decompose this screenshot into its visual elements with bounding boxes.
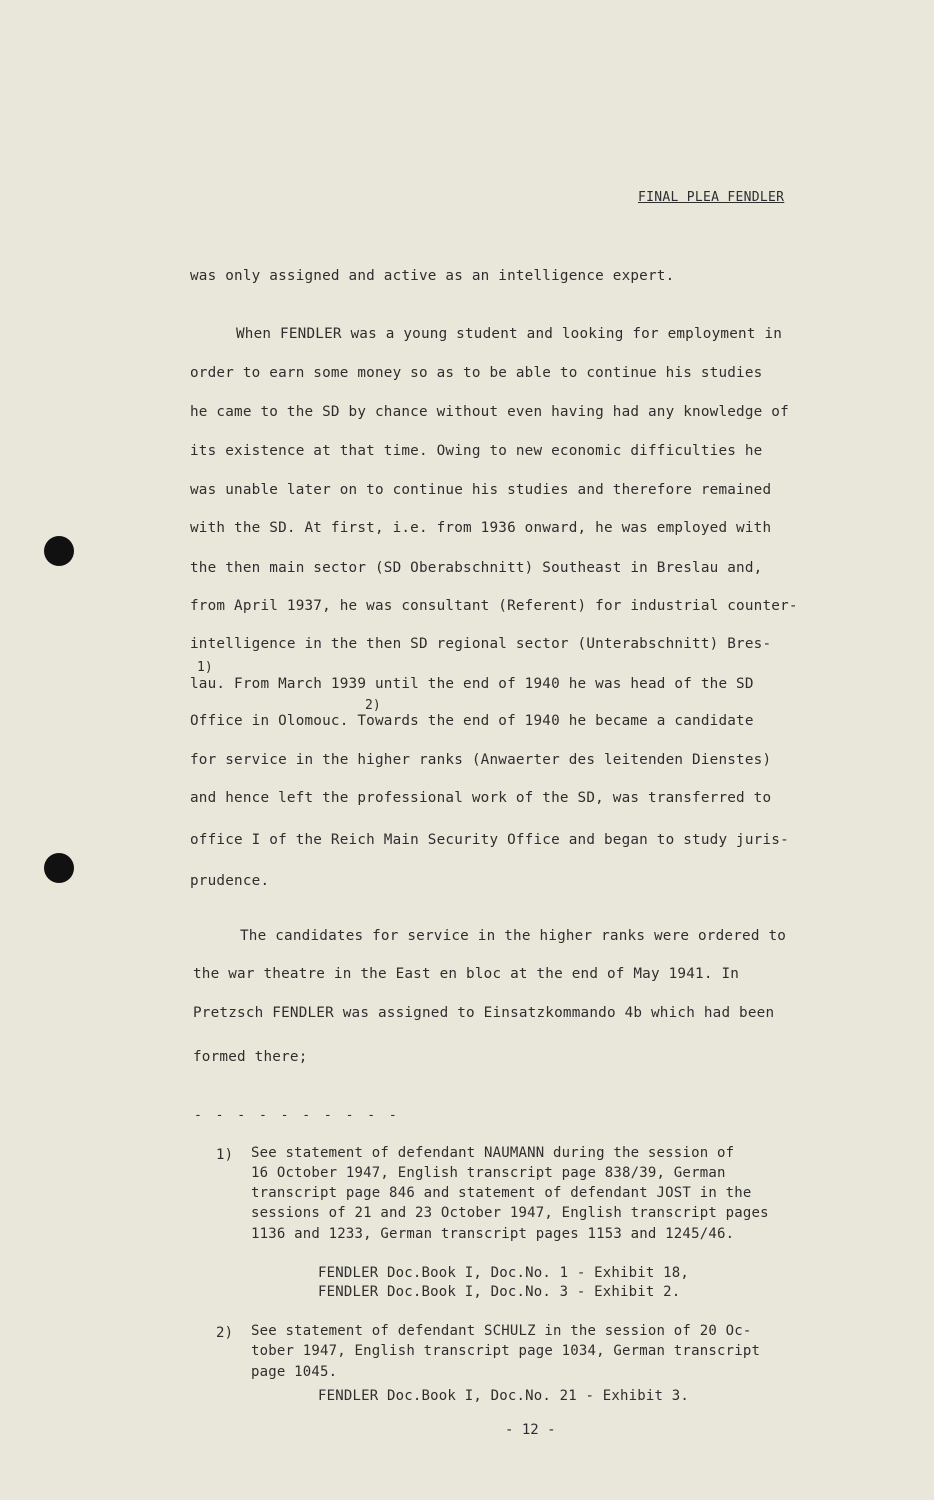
footnote-marker: 2): [365, 698, 381, 713]
body-line: from April 1937, he was consultant (Referent) for industrial counter-: [190, 598, 798, 614]
body-line: the then main sector (SD Oberabschnitt) Southeast in Breslau and,: [190, 560, 763, 576]
exhibit-reference: FENDLER Doc.Book I, Doc.No. 1 - Exhibit 18,: [318, 1265, 690, 1281]
body-line: order to earn some money so as to be able to continue his studies: [190, 365, 763, 381]
body-line: prudence.: [190, 873, 270, 889]
footnote-line: 16 October 1947, English transcript page 838/39, German: [251, 1165, 726, 1181]
body-line: was only assigned and active as an intelligence expert.: [190, 268, 675, 284]
body-line: Office in Olomouc. Towards the end of 1940 he became a candidate: [190, 713, 754, 729]
footnote-line: sessions of 21 and 23 October 1947, English transcript pages: [251, 1205, 769, 1221]
body-line: office I of the Reich Main Security Office and began to study juris-: [190, 832, 789, 848]
page-header: FINAL PLEA FENDLER: [638, 190, 785, 205]
body-line: lau. From March 1939 until the end of 1940 he was head of the SD: [190, 676, 754, 692]
punch-hole: [44, 536, 74, 566]
body-line: formed there;: [193, 1049, 308, 1065]
body-line: and hence left the professional work of the SD, was transferred to: [190, 790, 772, 806]
footnote-line: 1136 and 1233, German transcript pages 1153 and 1245/46.: [251, 1226, 735, 1242]
footnote-marker: 1): [197, 660, 213, 675]
body-line: he came to the SD by chance without even having had any knowledge of: [190, 404, 789, 420]
body-line: its existence at that time. Owing to new economic difficulties he: [190, 443, 763, 459]
body-line: The candidates for service in the higher ranks were ordered to: [240, 928, 787, 944]
footnote-line: See statement of defendant NAUMANN during the session of: [251, 1145, 735, 1161]
body-line: intelligence in the then SD regional sector (Unterabschnitt) Bres-: [190, 636, 772, 652]
footnote-line: tober 1947, English transcript page 1034, German transcript: [251, 1343, 761, 1359]
footnote-number: 2): [216, 1325, 234, 1341]
punch-hole: [44, 853, 74, 883]
footnote-number: 1): [216, 1147, 234, 1163]
footnote-line: page 1045.: [251, 1364, 338, 1380]
body-line: with the SD. At first, i.e. from 1936 onward, he was employed with: [190, 520, 772, 536]
exhibit-reference: FENDLER Doc.Book I, Doc.No. 21 - Exhibit 3.: [318, 1388, 690, 1404]
footnote-separator: - - - - - - - - - -: [194, 1108, 400, 1123]
body-line: When FENDLER was a young student and looking for employment in: [236, 326, 783, 342]
footnote-line: transcript page 846 and statement of defendant JOST in the: [251, 1185, 752, 1201]
body-line: was unable later on to continue his studies and therefore remained: [190, 482, 772, 498]
body-line: the war theatre in the East en bloc at the end of May 1941. In: [193, 966, 740, 982]
body-line: Pretzsch FENDLER was assigned to Einsatzkommando 4b which had been: [193, 1005, 775, 1021]
body-line: for service in the higher ranks (Anwaerter des leitenden Dienstes): [190, 752, 772, 768]
page-number: - 12 -: [505, 1422, 556, 1438]
exhibit-reference: FENDLER Doc.Book I, Doc.No. 3 - Exhibit 2.: [318, 1284, 681, 1300]
footnote-line: See statement of defendant SCHULZ in the session of 20 Oc-: [251, 1323, 752, 1339]
